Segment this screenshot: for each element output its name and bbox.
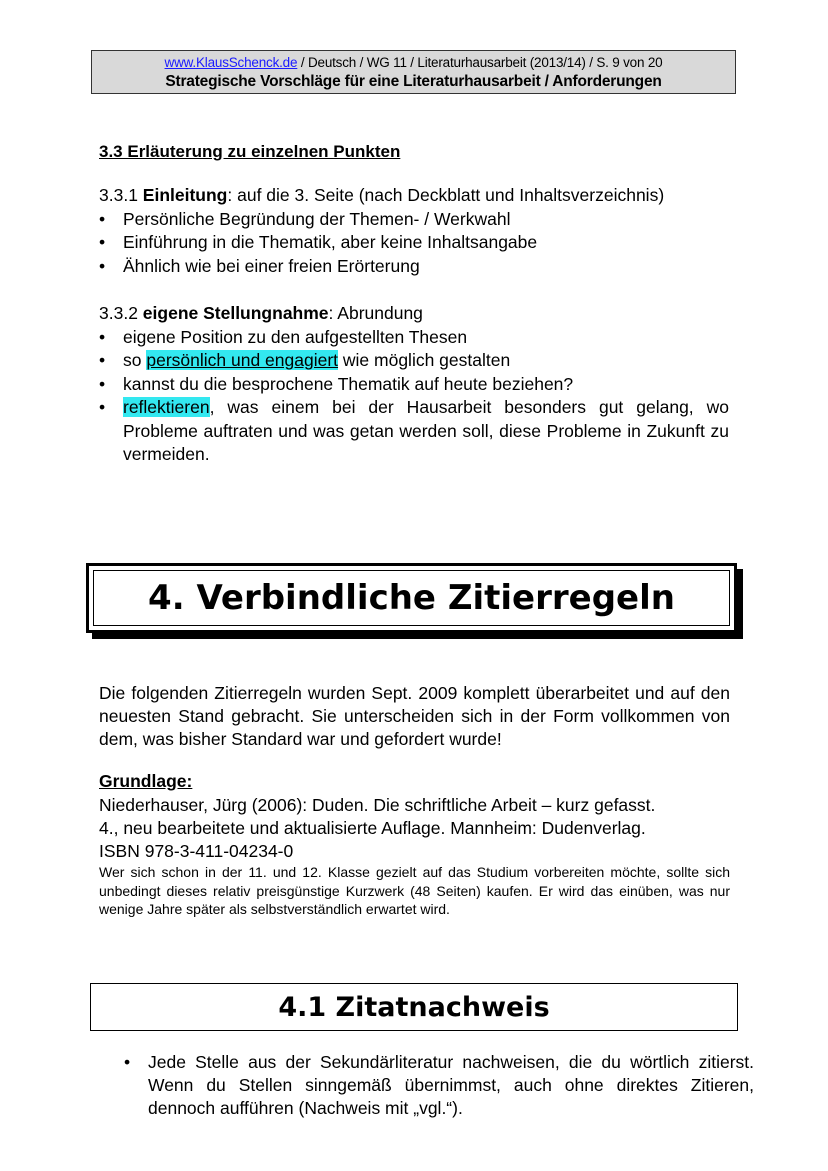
list-item	[99, 208, 729, 232]
list-item	[99, 373, 729, 397]
subsection-rest: : Abrundung	[328, 303, 423, 323]
section-4-1-title-box	[90, 983, 738, 1031]
website-link[interactable]: www.KlausSchenck.de	[164, 55, 298, 70]
subsection-title	[99, 184, 729, 208]
list-item-text: Jede Stelle aus der Sekundärliteratur nachweisen, die du wörtlich zitierst. Wenn du Stellen sinngemäß übernimmst, auch ohne direktes Zitieren, dennoch aufführen (Nachweis mit „vgl.“).	[148, 1052, 754, 1118]
subsection-number: 3.3.1	[99, 185, 143, 205]
list-item-text: Ähnlich wie bei einer freien Erörterung	[123, 255, 420, 276]
list-item-text: Einführung in die Thematik, aber keine Inhaltsangabe	[123, 232, 538, 252]
subsection-number: 3.3.2	[99, 303, 143, 323]
subsection-keyword: eigene Stellungnahme	[142, 303, 329, 323]
list-item-text: kannst du die besprochene Thematik auf heute beziehen?	[123, 373, 574, 394]
bullet-icon: •	[99, 373, 106, 394]
bullet-list	[99, 208, 729, 279]
section-4-1-title: 4.1 Zitatnachweis	[278, 991, 550, 1023]
list-item	[99, 396, 729, 467]
chapter-intro: Die folgenden Zitierregeln wurden Sept. 2009 komplett überarbeitet und auf den neuesten Stand gebracht. Sie unterscheiden sich in der Form vollkommen von dem, was bisher Standard war und gefordert wurde!	[99, 683, 730, 749]
bullet-icon: •	[99, 255, 106, 276]
list-item-text: , was einem bei der Hausarbeit besonders gut gelang, wo Probleme auftraten und was getan werden soll, diese Probleme in Zukunft zu vermeiden.	[123, 397, 729, 464]
isbn: ISBN 978-3-411-04234-0	[99, 841, 294, 861]
subsection-rest: : auf die 3. Seite (nach Deckblatt und Inhaltsverzeichnis)	[227, 185, 665, 205]
page-header	[91, 50, 736, 94]
list-item	[99, 349, 729, 373]
list-item-text: so	[123, 350, 147, 370]
list-item	[99, 326, 729, 350]
list-item	[99, 255, 729, 279]
bullet-icon: •	[99, 350, 106, 370]
list-item-text: wie möglich gestalten	[338, 350, 511, 370]
subsection-3-3-1	[99, 184, 729, 278]
subsection-title	[99, 302, 729, 326]
list-item	[99, 231, 729, 255]
subsection-keyword: Einleitung	[142, 185, 228, 205]
highlighted-text: persönlich und engagiert	[146, 350, 339, 370]
bullet-icon: •	[99, 208, 106, 229]
highlighted-text: reflektieren	[123, 397, 210, 417]
reference-line: Niederhauser, Jürg (2006): Duden. Die schriftliche Arbeit – kurz gefasst.	[99, 795, 656, 815]
recommendation-note: Wer sich schon in der 11. und 12. Klasse gezielt auf das Studium vorbereiten möchte, sollte sich unbedingt dieses relativ preisgünstige Kurzwerk (48 Seiten) kaufen. Er wird das einüben, was nur wenige Jahre später als selbstverständlich erwartet wird.	[99, 864, 730, 917]
header-info: / Deutsch / WG 11 / Literaturhausarbeit (2013/14) / S. 9 von 20	[297, 55, 663, 70]
section-4-1-content	[124, 1051, 754, 1120]
chapter-4-title-box	[86, 563, 737, 633]
bullet-icon: •	[99, 232, 106, 252]
reference-block	[99, 794, 730, 863]
header-info-line	[92, 54, 735, 72]
bullet-list	[99, 326, 729, 467]
list-item-text: eigene Position zu den aufgestellten Thesen	[123, 326, 468, 347]
bullet-icon: •	[99, 326, 106, 347]
header-subtitle: Strategische Vorschläge für eine Literaturhausarbeit / Anforderungen	[165, 73, 662, 90]
bullet-icon: •	[124, 1052, 131, 1072]
section-heading-3-3: 3.3 Erläuterung zu einzelnen Punkten	[99, 142, 401, 161]
reference-line: 4., neu bearbeitete und aktualisierte Auflage. Mannheim: Dudenverlag.	[99, 818, 646, 838]
list-item	[124, 1051, 754, 1120]
bullet-icon: •	[99, 397, 106, 417]
list-item-text: Persönliche Begründung der Themen- / Werkwahl	[123, 208, 511, 229]
chapter-4-title: 4. Verbindliche Zitierregeln	[148, 578, 675, 618]
grundlage-heading: Grundlage:	[99, 771, 193, 791]
subsection-3-3-2	[99, 302, 729, 467]
bullet-list	[124, 1051, 754, 1120]
